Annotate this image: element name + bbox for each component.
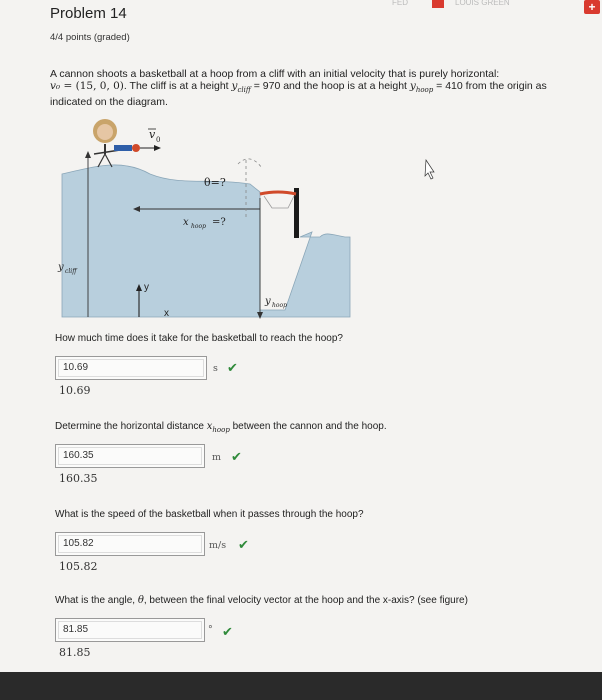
unit-1: s [213, 363, 218, 374]
v0-value: = (15, 0, 0) [60, 80, 124, 92]
unit-3: m/s [209, 540, 227, 551]
mouse-cursor-icon [425, 160, 434, 179]
diagram-x-axis-label: x [164, 308, 169, 319]
question-4-text-a: What is the angle, [55, 595, 138, 606]
top-red-marker [432, 0, 444, 8]
question-2-text-a: Determine the horizontal distance [55, 421, 207, 432]
cliff-hoop-diagram [50, 112, 570, 327]
check-icon: ✔ [238, 537, 249, 552]
problem-text-c: = 410 from the origin as [433, 80, 547, 92]
diagram-v0-label: v [149, 128, 156, 141]
question-4-text-b: , between the final velocity vector at the hoop and the x-axis? (see figure) [143, 595, 468, 606]
diagram-v0-sub: 0 [156, 136, 161, 144]
top-user-name[interactable]: LOUIS GREEN [455, 0, 510, 7]
question-4 [55, 595, 468, 606]
problem-line-1: A cannon shoots a basketball at a hoop from a cliff with an initial velocity that is purely horizontal: [50, 68, 500, 80]
question-2-text-b: between the cannon and the hoop. [229, 421, 387, 432]
hoop-rim [260, 192, 296, 194]
unit-4: ° [208, 624, 213, 635]
cannon-body [114, 145, 132, 151]
hoop-net [264, 196, 294, 208]
basketball [132, 144, 140, 152]
problem-line-3: indicated on the diagram. [50, 96, 168, 109]
ycliff-symbol: y [231, 80, 238, 92]
check-icon: ✔ [231, 449, 242, 464]
top-tab-fragment[interactable]: FED [392, 0, 408, 7]
ycliff-sub: cliff [237, 86, 251, 95]
top-toolbar [380, 0, 602, 8]
question-3: What is the speed of the basketball when it passes through the hoop? [55, 509, 364, 520]
check-icon: ✔ [227, 360, 238, 375]
submitted-answer-2: 160.35 [59, 472, 98, 485]
question-1: How much time does it take for the basketball to reach the hoop? [55, 333, 343, 344]
answer-input-2[interactable]: 160.35 [55, 444, 205, 468]
problem-text-b: = 970 and the hoop is at a height [250, 80, 410, 92]
diagram-theta-label: θ=? [204, 176, 226, 189]
diagram-xhoop-eq: =? [212, 217, 226, 228]
answer-input-3[interactable]: 105.82 [55, 532, 205, 556]
add-button[interactable]: + [584, 0, 600, 14]
diagram-yhoop-sub: hoop [272, 302, 287, 309]
submitted-answer-1: 10.69 [59, 384, 91, 397]
question-4-var: θ [137, 595, 144, 606]
problem-statement [50, 68, 580, 108]
question-2 [55, 421, 387, 434]
question-2-sub: hoop [212, 426, 230, 434]
bottom-bar [0, 672, 602, 700]
diagram-ycliff-label: y [58, 262, 64, 273]
theta-arc [238, 159, 262, 168]
diagram-y-axis-label: y [144, 282, 149, 293]
problem-title: Problem 14 [50, 5, 127, 22]
problem-text-a: . The cliff is at a height [123, 80, 232, 92]
answer-input-4[interactable]: 81.85 [55, 618, 205, 642]
unit-2: m [212, 452, 222, 463]
submitted-answer-4: 81.85 [59, 646, 91, 659]
diagram-xhoop-label: x [183, 217, 189, 228]
diagram-yhoop-label: y [265, 296, 271, 307]
yhoop-symbol: y [409, 80, 416, 92]
answer-input-1[interactable]: 10.69 [55, 356, 207, 380]
diagram-xhoop-sub: hoop [191, 223, 206, 230]
check-icon: ✔ [222, 624, 233, 639]
diagram-ycliff-sub: cliff [65, 268, 77, 275]
points-label: 4/4 points (graded) [50, 32, 130, 43]
yhoop-sub: hoop [415, 86, 434, 95]
question-2-var: x [206, 421, 213, 432]
v0-symbol: v₀ [50, 80, 61, 92]
hoop-pole [294, 188, 299, 238]
submitted-answer-3: 105.82 [59, 560, 98, 573]
